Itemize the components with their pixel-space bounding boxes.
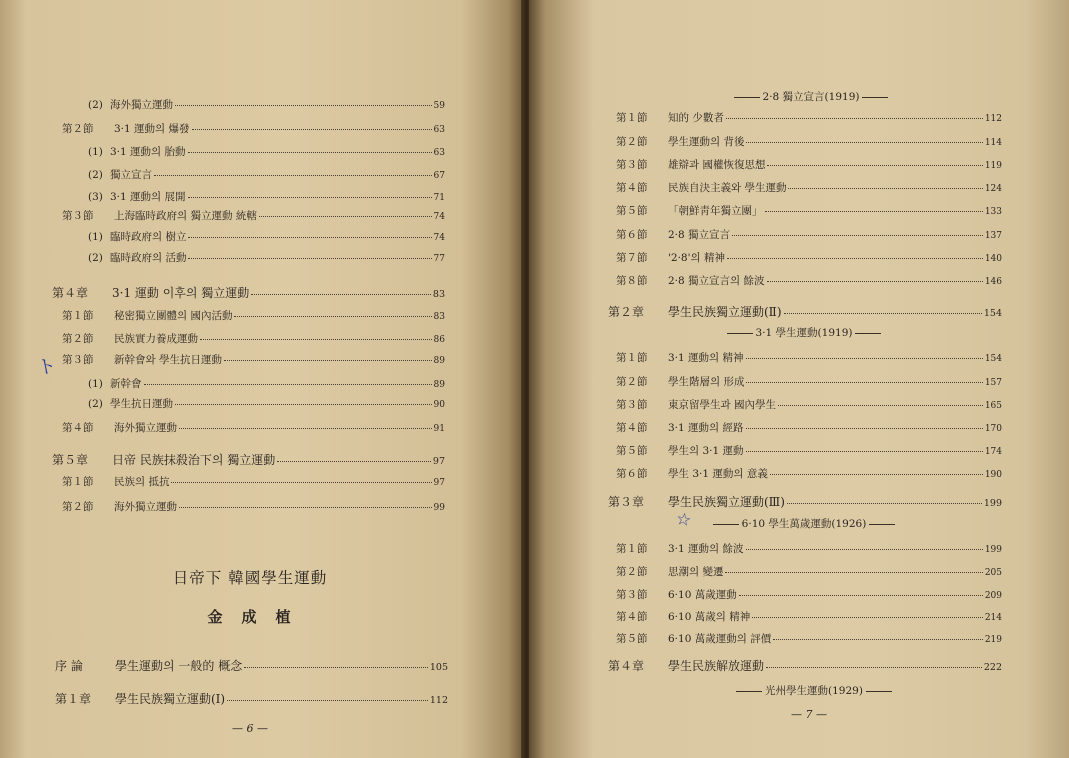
dash-line [866, 691, 892, 692]
toc-number: 第６節 [616, 468, 648, 480]
toc-page-number: 63 [433, 148, 445, 158]
toc-subitem-row [88, 250, 445, 265]
toc-number: 第１節 [616, 352, 648, 364]
toc-subitem-row [88, 229, 445, 244]
toc-leader-dots [746, 358, 983, 359]
toc-leader-dots [767, 165, 982, 166]
dash-line [736, 691, 762, 692]
toc-leader-dots [188, 258, 431, 259]
toc-leader-dots [767, 281, 983, 282]
toc-leader-dots [766, 667, 982, 668]
toc-number: 第５節 [616, 205, 648, 217]
toc-title: 知的 少數者 [668, 112, 724, 124]
toc-page-number: 71 [433, 193, 445, 203]
toc-page-number: 90 [433, 400, 445, 410]
toc-number: 第５節 [616, 633, 648, 645]
toc-section-row [616, 564, 1002, 579]
toc-page-number: 222 [983, 662, 1002, 673]
toc-number: (1) [88, 231, 103, 243]
toc-page-number: 112 [984, 114, 1002, 124]
toc-leader-dots [752, 617, 983, 618]
toc-number: 第７節 [616, 252, 648, 264]
toc-title: 3·1 運動의 胎動 [110, 146, 186, 158]
toc-leader-dots [251, 294, 431, 295]
toc-page-number: 219 [984, 635, 1002, 645]
toc-title: 3·1 運動의 精神 [668, 352, 744, 364]
toc-leader-dots [192, 129, 432, 130]
toc-section-row [616, 110, 1002, 125]
toc-leader-dots [746, 382, 982, 383]
toc-title: 東京留學生과 國內學生 [668, 399, 776, 411]
toc-page-number: 154 [984, 354, 1002, 364]
toc-title: 學生 3·1 運動의 意義 [668, 468, 768, 480]
toc-number: 第２章 [608, 305, 645, 319]
toc-section-row [62, 474, 445, 489]
toc-page-number: 205 [984, 568, 1002, 578]
toc-page-number: 83 [433, 312, 445, 322]
toc-page-number: 105 [429, 662, 448, 673]
toc-leader-dots [154, 175, 432, 176]
toc-number: 第３節 [616, 589, 648, 601]
toc-page-number: 97 [433, 478, 445, 488]
toc-title: 學生運動의 背後 [668, 136, 745, 148]
toc-leader-dots [732, 235, 983, 236]
toc-number: 第８節 [616, 275, 648, 287]
toc-title: 學生運動의 一般的 概念 [115, 659, 243, 673]
toc-page-number: 170 [984, 424, 1002, 434]
subtitle-6-10 [694, 516, 914, 531]
toc-chapter-row [608, 493, 1002, 510]
toc-title: 6·10 萬歲運動의 評價 [668, 633, 772, 645]
toc-title: 「朝鮮靑年獨立團」 [668, 205, 763, 217]
subtitle-2-8 [711, 89, 911, 104]
toc-leader-dots [144, 384, 432, 385]
toc-section-row [616, 157, 1002, 172]
toc-number: 第４節 [616, 422, 648, 434]
toc-title: 新幹會 [110, 378, 142, 390]
toc-leader-dots [179, 507, 432, 508]
toc-page-number: 199 [983, 498, 1002, 509]
toc-title: 學生民族獨立運動(Ⅱ) [668, 305, 782, 319]
toc-number: 第３節 [62, 210, 94, 222]
toc-number: 第１節 [62, 310, 94, 322]
toc-section-row [62, 331, 445, 346]
toc-leader-dots [188, 237, 431, 238]
toc-leader-dots [746, 451, 983, 452]
toc-number: (3) [88, 191, 103, 203]
toc-chapter-row [52, 451, 445, 468]
toc-number: 第３章 [608, 495, 645, 509]
toc-title: 秘密獨立團體의 國內活動 [114, 310, 233, 322]
toc-section-row [616, 203, 1002, 218]
toc-title: 學生民族獨立運動(Ⅲ) [668, 495, 785, 509]
subtitle-gwangju [714, 683, 914, 698]
toc-section-row [616, 631, 1002, 646]
toc-leader-dots [784, 313, 982, 314]
book-title: 日帝下 韓國學生運動 [172, 569, 328, 587]
toc-page-number: 112 [429, 695, 448, 706]
right-page [529, 0, 1069, 758]
toc-title: 學生階層의 形成 [668, 376, 745, 388]
toc-leader-dots [773, 639, 983, 640]
toc-title: '2·8'의 精神 [668, 252, 725, 264]
toc-section-row [616, 466, 1002, 481]
toc-title: 新幹會와 學生抗日運動 [114, 354, 222, 366]
toc-leader-dots [188, 197, 432, 198]
dash-line [734, 97, 760, 98]
toc-section-row [616, 609, 1002, 624]
dash-line [855, 333, 881, 334]
toc-page-number: 146 [984, 277, 1002, 287]
toc-section-row [62, 420, 445, 435]
subtitle-text: 2·8 獨立宣言(1919) [762, 91, 860, 103]
toc-page-number: 67 [433, 171, 445, 181]
toc-title: 臨時政府의 樹立 [110, 231, 187, 243]
toc-chapter-row [608, 303, 1002, 320]
toc-leader-dots [726, 118, 983, 119]
toc-leader-dots [244, 667, 428, 668]
toc-leader-dots [746, 549, 983, 550]
toc-page-number: 133 [984, 207, 1002, 217]
toc-title: 民族實力養成運動 [114, 333, 198, 345]
toc-number: 第２節 [616, 566, 648, 578]
toc-title: 獨立宣言 [110, 169, 152, 181]
toc-section-row [616, 134, 1002, 149]
toc-title: 日帝 民族抹殺治下의 獨立運動 [112, 453, 276, 467]
toc-number: 第４節 [616, 182, 648, 194]
toc-leader-dots [234, 316, 431, 317]
subtitle-3-1 [704, 325, 904, 340]
toc-section-row [616, 350, 1002, 365]
toc-page-number: 74 [433, 212, 445, 222]
toc-page-number: 157 [984, 378, 1002, 388]
toc-leader-dots [727, 258, 983, 259]
toc-section-row [616, 397, 1002, 412]
toc-leader-dots [171, 482, 431, 483]
toc-number: (2) [88, 169, 103, 181]
toc-page-number: 83 [432, 289, 445, 300]
toc-number: 第４節 [62, 422, 94, 434]
toc-title: 臨時政府의 活動 [110, 252, 187, 264]
toc-page-number: 91 [433, 424, 445, 434]
page-folio-left: — 6 — [232, 722, 268, 735]
toc-subitem-row [88, 396, 445, 411]
toc-title: 上海臨時政府의 獨立運動 統轄 [114, 210, 257, 222]
toc-number: (2) [88, 252, 103, 264]
toc-subitem-row [88, 167, 445, 182]
toc-title: 2·8 獨立宣言의 餘波 [668, 275, 765, 287]
toc-leader-dots [746, 428, 983, 429]
toc-leader-dots [739, 595, 983, 596]
toc-page-number: 97 [432, 456, 445, 467]
toc-number: (1) [88, 378, 103, 390]
subtitle-text: 3·1 學生運動(1919) [755, 327, 853, 339]
toc-leader-dots [277, 461, 431, 462]
toc-leader-dots [746, 142, 982, 143]
toc-number: 第６節 [616, 229, 648, 241]
toc-page-number: 140 [984, 254, 1002, 264]
toc-section-row [616, 227, 1002, 242]
toc-section-row [616, 541, 1002, 556]
toc-number: 第２節 [62, 501, 94, 513]
toc-title: 海外獨立運動 [114, 501, 177, 513]
dash-line [727, 333, 753, 334]
toc-leader-dots [227, 700, 428, 701]
toc-chapter-row [52, 284, 445, 301]
toc-title: 6·10 萬歲의 精神 [668, 611, 751, 623]
pen-annotation-right: ☆ [674, 508, 693, 532]
toc-number: 第５節 [616, 445, 648, 457]
toc-page-number: 63 [433, 125, 445, 135]
toc-leader-dots [224, 360, 432, 361]
toc-chapter-row [55, 690, 448, 707]
toc-number: 第１節 [616, 543, 648, 555]
toc-page-number: 209 [984, 591, 1002, 601]
toc-number: (2) [88, 398, 103, 410]
toc-number: (2) [88, 99, 103, 111]
subtitle-text: 光州學生運動(1929) [765, 685, 863, 697]
toc-title: 3·1 運動 이후의 獨立運動 [112, 286, 250, 300]
toc-page-number: 137 [984, 231, 1002, 241]
toc-leader-dots [179, 428, 432, 429]
toc-subitem-row [88, 97, 445, 112]
toc-title: 學生의 3·1 運動 [668, 445, 744, 457]
toc-number: 第４節 [616, 611, 648, 623]
toc-title: 6·10 萬歲運動 [668, 589, 737, 601]
toc-title: 學生抗日運動 [110, 398, 173, 410]
toc-leader-dots [765, 211, 983, 212]
toc-title: 3·1 運動의 餘波 [668, 543, 744, 555]
toc-title: 民族自決主義와 學生運動 [668, 182, 787, 194]
toc-page-number: 74 [433, 233, 445, 243]
pen-annotation-left: ト [35, 354, 59, 380]
toc-page-number: 89 [433, 356, 445, 366]
dash-line [869, 524, 895, 525]
toc-page-number: 190 [984, 470, 1002, 480]
toc-title: 3·1 運動의 爆發 [114, 123, 190, 135]
toc-page-number: 199 [984, 545, 1002, 555]
toc-leader-dots [175, 404, 432, 405]
toc-number: 序 論 [55, 659, 83, 673]
toc-leader-dots [770, 474, 983, 475]
left-page [0, 0, 524, 758]
dash-line [713, 524, 739, 525]
toc-title: 學生民族獨立運動(Ⅰ) [115, 692, 226, 706]
toc-chapter-row [608, 657, 1002, 674]
toc-page-number: 214 [984, 613, 1002, 623]
toc-number: (1) [88, 146, 103, 158]
toc-page-number: 174 [984, 447, 1002, 457]
toc-number: 第１章 [55, 692, 92, 706]
toc-title: 思潮의 變遷 [668, 566, 724, 578]
toc-subitem-row [88, 376, 445, 391]
toc-section-row [62, 499, 445, 514]
toc-page-number: 59 [433, 101, 445, 111]
toc-section-row [616, 420, 1002, 435]
toc-number: 第３節 [62, 354, 94, 366]
toc-page-number: 77 [433, 254, 445, 264]
toc-leader-dots [778, 405, 983, 406]
toc-number: 第１節 [62, 476, 94, 488]
toc-section-row [616, 443, 1002, 458]
toc-section-row [62, 208, 445, 223]
toc-section-row [616, 180, 1002, 195]
toc-number: 第２節 [62, 333, 94, 345]
toc-section-row [62, 308, 445, 323]
toc-number: 第２節 [616, 136, 648, 148]
toc-chapter-row [55, 657, 448, 674]
toc-leader-dots [788, 188, 982, 189]
toc-number: 第２節 [62, 123, 94, 135]
toc-page-number: 119 [984, 161, 1002, 171]
toc-number: 第１節 [616, 112, 648, 124]
toc-section-row [616, 587, 1002, 602]
toc-page-number: 114 [984, 138, 1002, 148]
toc-subitem-row [88, 144, 445, 159]
toc-leader-dots [787, 503, 982, 504]
toc-section-row [616, 273, 1002, 288]
toc-section-row [616, 374, 1002, 389]
toc-title: 雄辯과 國權恢復思想 [668, 159, 766, 171]
author-name: 金 成 植 [207, 608, 293, 626]
toc-section-row [62, 121, 445, 136]
toc-leader-dots [188, 152, 432, 153]
toc-number: 第４章 [52, 286, 89, 300]
toc-section-row [616, 250, 1002, 265]
page-folio-right: — 7 — [791, 708, 827, 721]
toc-title: 民族의 抵抗 [114, 476, 170, 488]
toc-page-number: 154 [983, 308, 1002, 319]
toc-title: 3·1 運動의 經路 [668, 422, 744, 434]
toc-subitem-row [88, 189, 445, 204]
toc-number: 第３節 [616, 159, 648, 171]
toc-page-number: 165 [984, 401, 1002, 411]
toc-number: 第２節 [616, 376, 648, 388]
dash-line [862, 97, 888, 98]
toc-leader-dots [259, 216, 432, 217]
toc-number: 第５章 [52, 453, 89, 467]
subtitle-text: 6·10 學生萬歲運動(1926) [741, 518, 867, 530]
toc-title: 2·8 獨立宣言 [668, 229, 731, 241]
toc-leader-dots [725, 572, 982, 573]
toc-leader-dots [200, 339, 432, 340]
toc-number: 第３節 [616, 399, 648, 411]
toc-page-number: 124 [984, 184, 1002, 194]
toc-title: 海外獨立運動 [114, 422, 177, 434]
toc-page-number: 89 [433, 380, 445, 390]
toc-page-number: 99 [433, 503, 445, 513]
toc-title: 3·1 運動의 展開 [110, 191, 186, 203]
toc-page-number: 86 [433, 335, 445, 345]
toc-section-row [62, 352, 445, 367]
toc-title: 海外獨立運動 [110, 99, 173, 111]
toc-number: 第４章 [608, 659, 645, 673]
toc-leader-dots [175, 105, 432, 106]
toc-title: 學生民族解放運動 [668, 659, 765, 673]
